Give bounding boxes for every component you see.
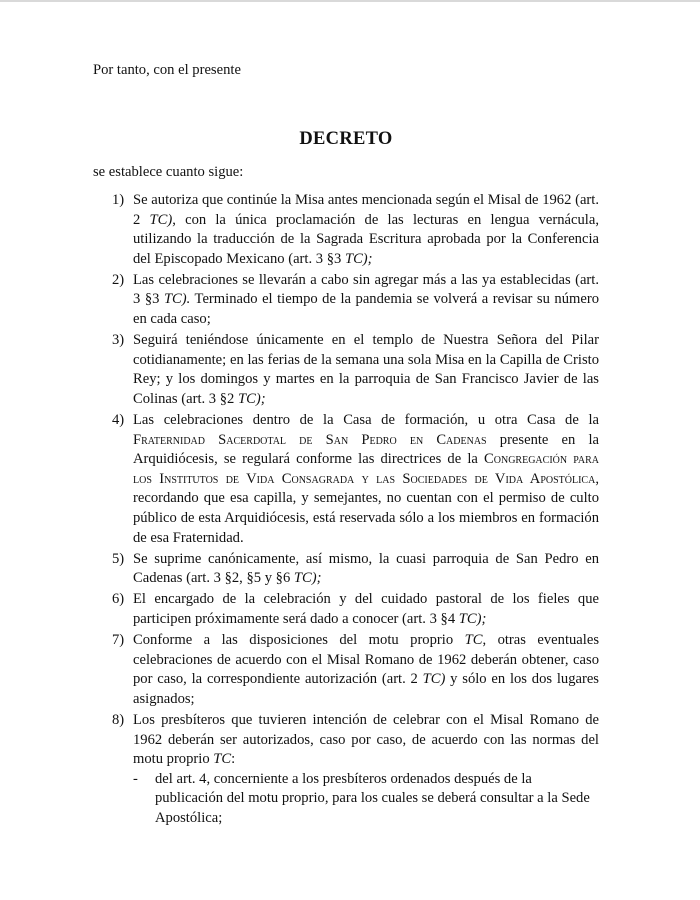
text-segment: Terminado el tiempo de la pandemia se volverá a revisar su número en cada caso; xyxy=(133,291,600,328)
text-segment: Conforme a las disposiciones del motu proprio xyxy=(133,632,465,649)
text-segment: presente en la Arquidiócesis, se regulará conforme las directrices de la xyxy=(133,431,599,468)
italic-ref: TC) xyxy=(422,671,446,688)
item-text xyxy=(133,411,599,548)
text-segment: : xyxy=(231,751,236,768)
text-segment: Los presbíteros que tuvieren intención de celebrar con el Misal Romano de 1962 deberán ser autorizados, caso por caso, de acuerdo con las normas del motu proprio xyxy=(133,711,599,768)
list-item xyxy=(112,550,599,589)
item-text xyxy=(133,590,599,629)
item-text xyxy=(133,271,599,330)
text-segment: , con la única proclamación de las lecturas en lengua vernácula, utilizando la traducción de la Sagrada Escritura aprobada por la Conferencia del Episcopado Mexicano (art. 3 §3 xyxy=(133,211,599,267)
list-item xyxy=(112,191,599,269)
list-item xyxy=(112,711,599,829)
italic-ref: TC). xyxy=(163,291,191,308)
congregation-name: Congregación para los Institutos de Vida Consagrada y las Sociedades de Vida Apostólica xyxy=(133,451,599,487)
list-item xyxy=(112,590,599,629)
item-text xyxy=(133,331,599,409)
italic-ref: TC xyxy=(464,632,483,649)
item-number: 7) xyxy=(112,632,125,649)
text-segment: Las celebraciones se llevarán a cabo sin agregar más a las ya establecidas (art. 3 §3 xyxy=(133,271,599,308)
text-segment: y sólo en los dos lugares asignados; xyxy=(133,671,599,707)
intro-line: se establece cuanto sigue: xyxy=(93,164,244,180)
item-number: 5) xyxy=(112,550,125,567)
item-number: 4) xyxy=(112,412,125,429)
list-item xyxy=(112,271,599,330)
text-segment: Se suprime canónicamente, así mismo, la cuasi parroquia de San Pedro en Cadenas (art. 3 §2, §5 y §6 xyxy=(133,550,599,587)
page-top-edge xyxy=(0,0,700,2)
list-item xyxy=(112,411,599,548)
item-text xyxy=(133,631,599,709)
text-segment: , otras eventuales celebraciones de acuerdo con el Misal Romano de 1962 deberán obtener, caso por caso, la correspondiente autorización (art. 2 xyxy=(133,632,599,688)
text-segment: El encargado de la celebración y del cuidado pastoral de los fieles que participen próximamente será dado a conocer (art. 3 §4 xyxy=(133,591,599,627)
item-number: 2) xyxy=(112,271,125,288)
sub-item-text: del art. 4, concerniente a los presbíteros ordenados después de la publicación del motu proprio, para los cuales se deberá consultar a la Sede Apostólica; xyxy=(155,770,590,826)
text-segment: , recordando que esa capilla, y semejantes, no cuentan con el permiso de culto público de esta Arquidiócesis, está reservada sólo a los miembros en formación de esa Fraternidad. xyxy=(133,470,599,546)
text-segment: Seguirá teniéndose únicamente en el templo de Nuestra Señora del Pilar cotidianamente; en las ferias de la semana una sola Misa en la Capilla de Cristo Rey; y los domingos y martes en la parroquia de San Francisco Javier de las Colinas (art. 3 §2 xyxy=(133,332,599,407)
italic-ref: TC); xyxy=(237,390,266,407)
italic-ref: TC); xyxy=(458,610,487,627)
item-text xyxy=(133,550,599,589)
opening-line: Por tanto, con el presente xyxy=(93,62,241,78)
italic-ref: TC xyxy=(213,751,232,768)
sub-list-item xyxy=(133,770,599,829)
decree-title: DECRETO xyxy=(299,129,393,149)
item-text xyxy=(133,711,599,829)
decree-list xyxy=(112,191,599,830)
item-number: 8) xyxy=(112,711,125,728)
italic-ref: TC); xyxy=(344,250,373,267)
text-segment: Las celebraciones dentro de la Casa de formación, u otra Casa de la xyxy=(133,412,599,429)
list-item xyxy=(112,331,599,409)
item-number: 6) xyxy=(112,591,125,608)
italic-ref: TC); xyxy=(293,570,322,587)
sub-item-dash: - xyxy=(133,770,138,787)
item-number: 1) xyxy=(112,192,125,208)
text-segment: Se autoriza que continúe la Misa antes mencionada según el Misal de 1962 (art. 2 xyxy=(133,192,599,228)
list-item xyxy=(112,631,599,709)
fraternity-name: Fraternidad Sacerdotal de San Pedro en Cadenas xyxy=(133,431,487,448)
item-text xyxy=(133,191,599,269)
italic-ref: TC) xyxy=(149,211,173,228)
item-number: 3) xyxy=(112,332,125,349)
